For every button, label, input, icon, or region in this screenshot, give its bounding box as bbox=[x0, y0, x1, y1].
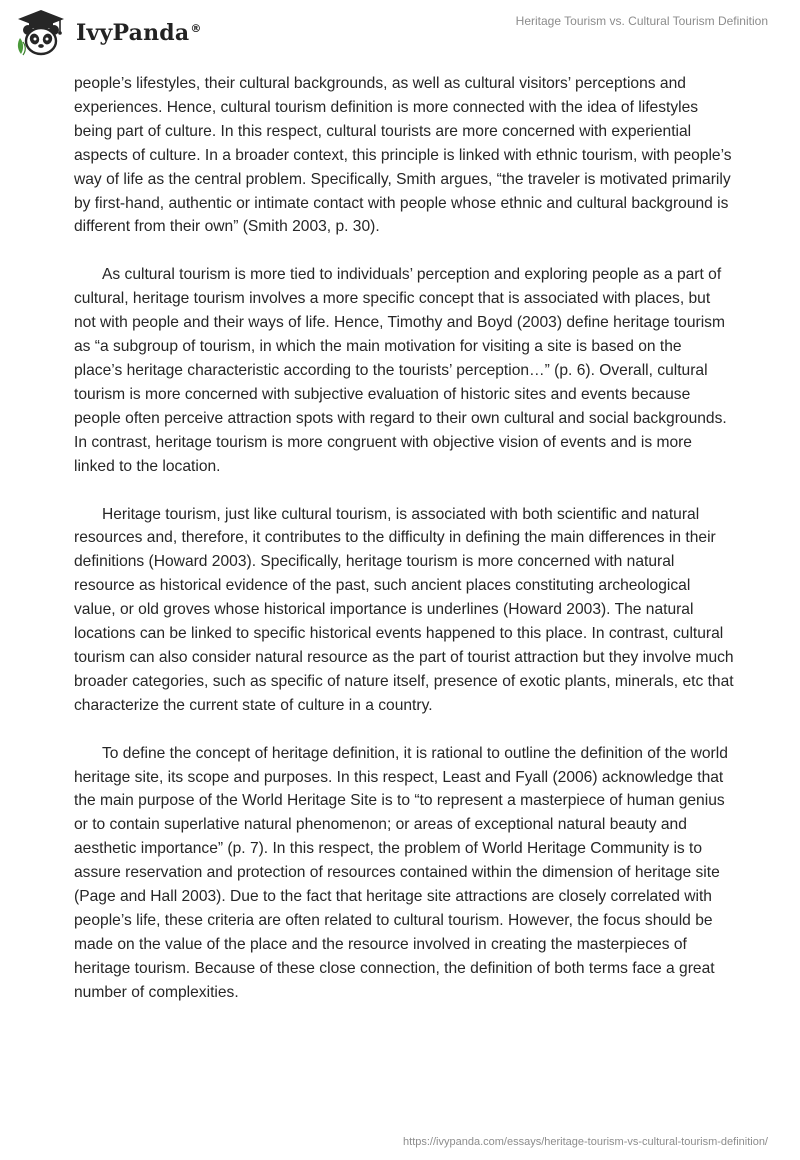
registered-mark: ® bbox=[190, 21, 202, 35]
paragraph-1: people’s lifestyles, their cultural backgrounds, as well as cultural visitors’ perceptions and experiences. Hence, cultural tourism definition is more connected with the idea of lifestyles being part of culture. In this respect, cultural tourists are more concerned with experiential aspects of culture. In a broader context, this principle is linked with ethnic tourism, with people’s way of life as the central problem. Specifically, Smith argues, “the traveler is motivated primarily by first-hand, authentic or intimate contact with people whose ethnic and cultural background is different from their own” (Smith 2003, p. 30). bbox=[74, 75, 732, 236]
paragraph-3: Heritage tourism, just like cultural tourism, is associated with both scientific and natural resources and, therefore, it contributes to the difficulty in defining the main differences in their definitions (Howard 2003). Specifically, heritage tourism is more concerned with natural resource as historical evidence of the past, such ancient places constituting archeological value, or old groves whose historical importance is underlines (Howard 2003). The natural locations can be linked to specific historical events happened to this place. In contrast, cultural tourism can also consider natural resource as the part of tourist attraction but they involve much broader categories, such as specific of nature itself, presence of exotic plants, minerals, etc that characterize the current state of culture in a country. bbox=[74, 505, 734, 714]
page-header bbox=[0, 0, 800, 70]
brand-name bbox=[76, 20, 202, 46]
ivypanda-logo[interactable] bbox=[14, 8, 202, 58]
essay-content bbox=[74, 72, 734, 1029]
source-url[interactable]: https://ivypanda.com/essays/heritage-tourism-vs-cultural-tourism-definition/ bbox=[403, 1136, 768, 1148]
panda-graduation-cap-icon bbox=[14, 8, 68, 58]
document-title: Heritage Tourism vs. Cultural Tourism Definition bbox=[515, 14, 768, 28]
paragraph-2: As cultural tourism is more tied to individuals’ perception and exploring people as a part of cultural, heritage tourism involves a more specific concept that is associated with places, but not with people and their ways of life. Hence, Timothy and Boyd (2003) define heritage tourism as “a subgroup of tourism, in which the main motivation for visiting a site is based on the place’s heritage characteristic according to the tourists’ perception…” (p. 6). Overall, cultural tourism is more concerned with subjective evaluation of historic sites and events because people often perceive attraction spots with regard to their own cultural and social backgrounds. In contrast, heritage tourism is more congruent with objective vision of events and is more linked to the location. bbox=[74, 266, 727, 475]
brand-label: IvyPanda bbox=[76, 20, 190, 46]
paragraph-4: To define the concept of heritage definition, it is rational to outline the definition of the world heritage site, its scope and purposes. In this respect, Least and Fyall (2006) acknowledge that the main purpose of the World Heritage Site is to “to represent a masterpiece of human genius or to contain superlative natural phenomenon; or areas of exceptional natural beauty and aesthetic importance” (p. 7). In this respect, the problem of World Heritage Community is to assure reservation and protection of resources contained within the dimension of heritage site (Page and Hall 2003). Due to the fact that heritage site attractions are closely correlated with people’s life, these criteria are often related to cultural tourism. However, the focus should be made on the value of the place and the resource involved in creating the masterpieces of heritage tourism. Because of these close connection, the definition of both terms face a great number of complexities. bbox=[74, 744, 728, 1001]
